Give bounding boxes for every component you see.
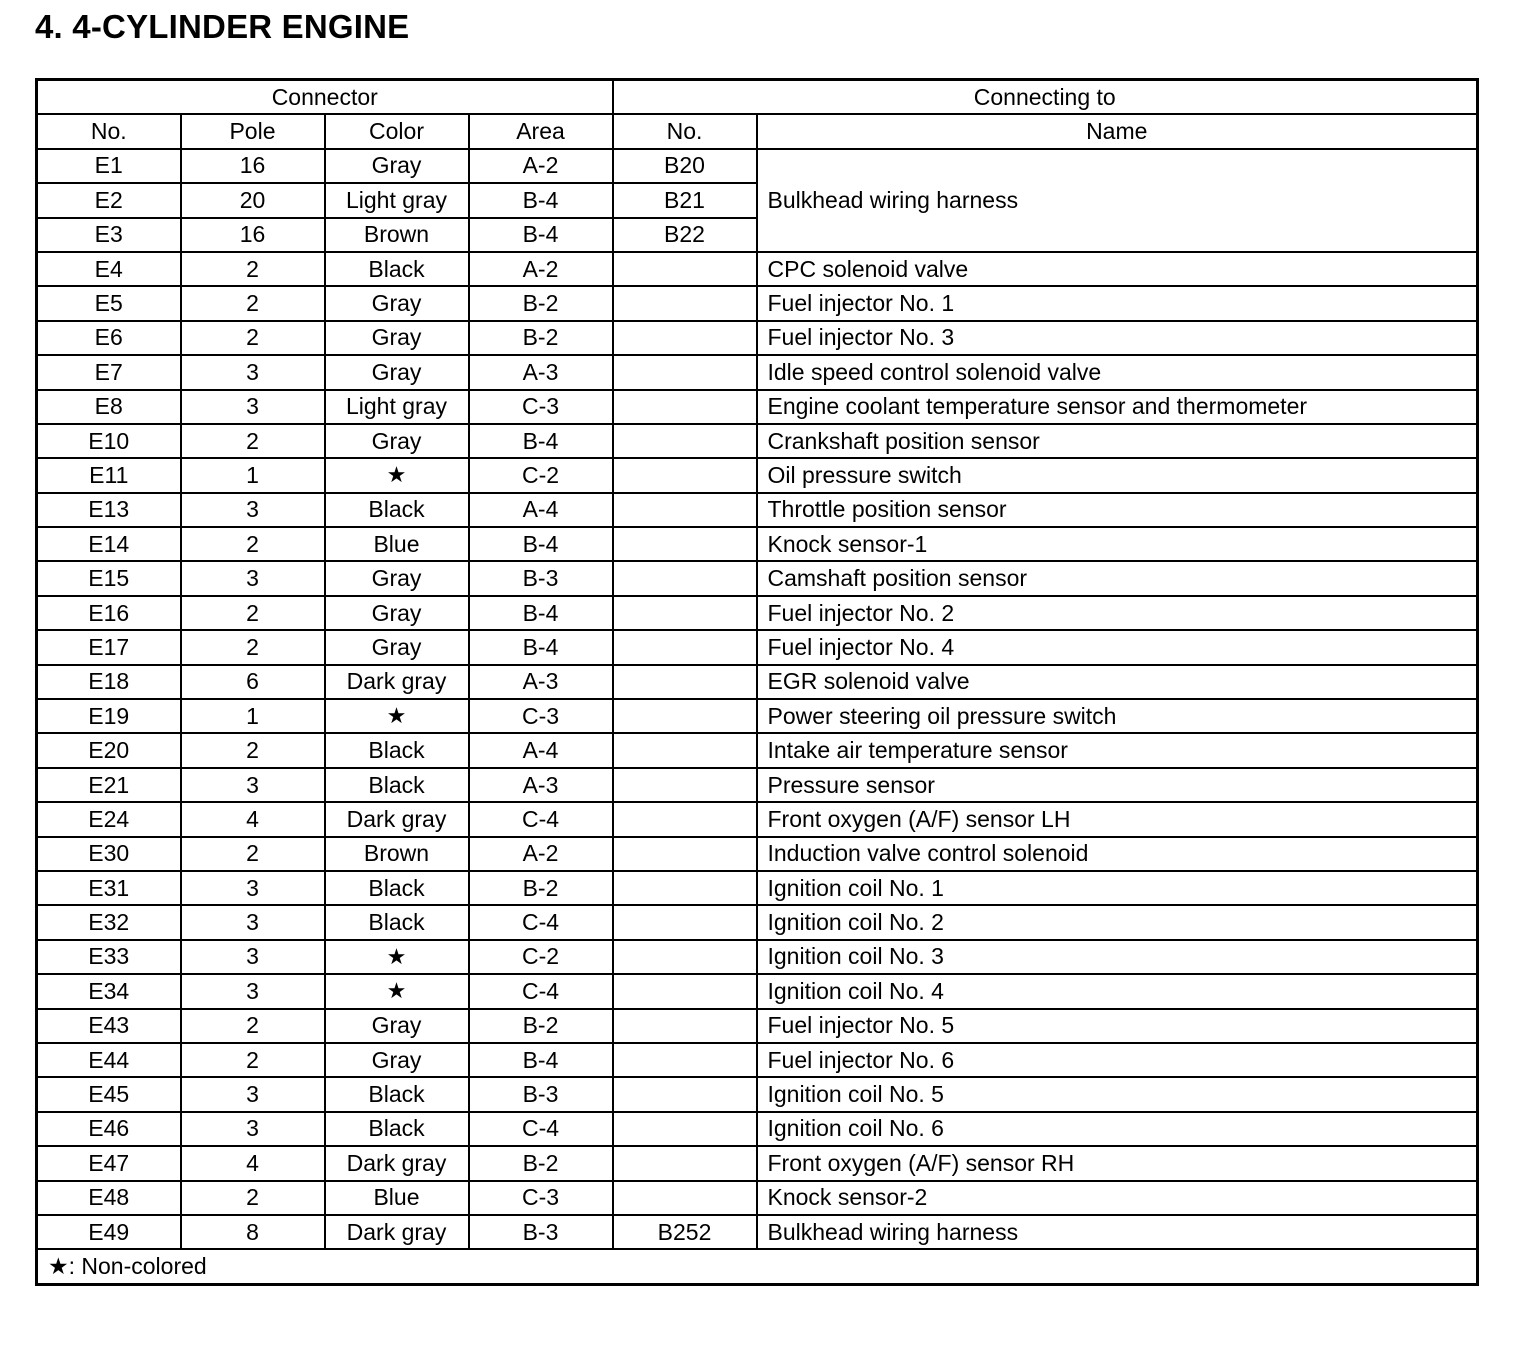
cell-color: ★ [325, 974, 469, 1008]
cell-area: B-2 [469, 321, 613, 355]
cell-color: Gray [325, 424, 469, 458]
cell-to-no [613, 699, 757, 733]
cell-area: B-3 [469, 1077, 613, 1111]
cell-no: E4 [37, 252, 181, 286]
cell-to-no [613, 837, 757, 871]
cell-color: Black [325, 768, 469, 802]
cell-no: E31 [37, 871, 181, 905]
cell-pole: 8 [181, 1215, 325, 1249]
cell-color: Dark gray [325, 1215, 469, 1249]
cell-no: E20 [37, 733, 181, 767]
cell-pole: 2 [181, 733, 325, 767]
cell-area: C-4 [469, 905, 613, 939]
cell-pole: 3 [181, 390, 325, 424]
cell-to-no: B21 [613, 183, 757, 217]
cell-name: Crankshaft position sensor [757, 424, 1478, 458]
cell-pole: 16 [181, 218, 325, 252]
cell-pole: 3 [181, 905, 325, 939]
table-row [37, 596, 1478, 630]
cell-pole: 2 [181, 286, 325, 320]
cell-to-no [613, 527, 757, 561]
cell-name: Power steering oil pressure switch [757, 699, 1478, 733]
cell-pole: 2 [181, 596, 325, 630]
cell-pole: 2 [181, 837, 325, 871]
cell-no: E21 [37, 768, 181, 802]
cell-no: E5 [37, 286, 181, 320]
cell-pole: 2 [181, 321, 325, 355]
cell-no: E11 [37, 458, 181, 492]
cell-pole: 1 [181, 699, 325, 733]
cell-pole: 3 [181, 940, 325, 974]
cell-pole: 3 [181, 1077, 325, 1111]
cell-name: Ignition coil No. 1 [757, 871, 1478, 905]
cell-pole: 3 [181, 493, 325, 527]
cell-no: E43 [37, 1009, 181, 1043]
cell-area: B-2 [469, 286, 613, 320]
cell-no: E45 [37, 1077, 181, 1111]
cell-pole: 2 [181, 1009, 325, 1043]
cell-no: E7 [37, 355, 181, 389]
cell-pole: 3 [181, 871, 325, 905]
cell-no: E33 [37, 940, 181, 974]
cell-area: B-4 [469, 183, 613, 217]
cell-to-no [613, 458, 757, 492]
cell-to-no [613, 630, 757, 664]
table-row [37, 286, 1478, 320]
cell-color: Gray [325, 630, 469, 664]
cell-color: Black [325, 905, 469, 939]
cell-to-no [613, 355, 757, 389]
cell-name: CPC solenoid valve [757, 252, 1478, 286]
cell-to-no [613, 802, 757, 836]
cell-area: B-4 [469, 596, 613, 630]
cell-to-no [613, 390, 757, 424]
table-row [37, 252, 1478, 286]
table-row [37, 527, 1478, 561]
cell-name: Ignition coil No. 5 [757, 1077, 1478, 1111]
column-header-row [37, 114, 1478, 148]
table-row [37, 1112, 1478, 1146]
table-row [37, 974, 1478, 1008]
cell-area: C-2 [469, 458, 613, 492]
cell-color: Gray [325, 1043, 469, 1077]
cell-area: B-4 [469, 630, 613, 664]
table-row [37, 871, 1478, 905]
cell-no: E19 [37, 699, 181, 733]
cell-name: Engine coolant temperature sensor and thermometer [757, 390, 1478, 424]
cell-to-no [613, 561, 757, 595]
cell-to-no [613, 1009, 757, 1043]
cell-area: A-3 [469, 665, 613, 699]
cell-no: E32 [37, 905, 181, 939]
table-row [37, 1077, 1478, 1111]
cell-color: Brown [325, 218, 469, 252]
cell-to-no: B252 [613, 1215, 757, 1249]
cell-name: Fuel injector No. 4 [757, 630, 1478, 664]
table-row [37, 699, 1478, 733]
col-header-area: Area [469, 114, 613, 148]
cell-name: Fuel injector No. 2 [757, 596, 1478, 630]
table-row [37, 665, 1478, 699]
cell-pole: 2 [181, 527, 325, 561]
cell-to-no [613, 1146, 757, 1180]
cell-name: Bulkhead wiring harness [757, 1215, 1478, 1249]
cell-name: Knock sensor-2 [757, 1181, 1478, 1215]
cell-area: B-2 [469, 1146, 613, 1180]
cell-no: E1 [37, 149, 181, 183]
cell-color: Black [325, 252, 469, 286]
cell-no: E46 [37, 1112, 181, 1146]
connecting-to-group-header: Connecting to [613, 80, 1478, 115]
cell-pole: 2 [181, 630, 325, 664]
cell-area: A-3 [469, 355, 613, 389]
cell-to-no [613, 940, 757, 974]
cell-to-no [613, 493, 757, 527]
cell-area: A-4 [469, 493, 613, 527]
cell-color: Blue [325, 527, 469, 561]
cell-no: E47 [37, 1146, 181, 1180]
cell-name: Front oxygen (A/F) sensor LH [757, 802, 1478, 836]
cell-area: C-4 [469, 802, 613, 836]
table-row [37, 768, 1478, 802]
cell-area: B-4 [469, 218, 613, 252]
table-row [37, 1043, 1478, 1077]
connector-table [35, 78, 1479, 1286]
cell-to-no [613, 321, 757, 355]
table-row [37, 1009, 1478, 1043]
cell-area: C-3 [469, 390, 613, 424]
cell-name: Ignition coil No. 4 [757, 974, 1478, 1008]
table-row [37, 458, 1478, 492]
cell-name: Fuel injector No. 5 [757, 1009, 1478, 1043]
table-row [37, 1181, 1478, 1215]
cell-area: B-4 [469, 424, 613, 458]
table-row [37, 1146, 1478, 1180]
cell-pole: 2 [181, 424, 325, 458]
cell-to-no [613, 596, 757, 630]
cell-pole: 2 [181, 252, 325, 286]
cell-area: A-4 [469, 733, 613, 767]
cell-color: Light gray [325, 390, 469, 424]
cell-to-no [613, 733, 757, 767]
table-row [37, 149, 1478, 183]
table-row [37, 905, 1478, 939]
table-row [37, 1215, 1478, 1249]
cell-pole: 1 [181, 458, 325, 492]
col-header-no: No. [37, 114, 181, 148]
cell-pole: 3 [181, 1112, 325, 1146]
col-header-color: Color [325, 114, 469, 148]
cell-name: Oil pressure switch [757, 458, 1478, 492]
cell-color: Light gray [325, 183, 469, 217]
cell-no: E16 [37, 596, 181, 630]
cell-to-no [613, 424, 757, 458]
cell-color: Dark gray [325, 1146, 469, 1180]
cell-pole: 2 [181, 1043, 325, 1077]
table-row [37, 355, 1478, 389]
cell-pole: 3 [181, 768, 325, 802]
cell-color: ★ [325, 458, 469, 492]
cell-no: E10 [37, 424, 181, 458]
col-header-pole: Pole [181, 114, 325, 148]
table-row [37, 321, 1478, 355]
cell-area: C-4 [469, 1112, 613, 1146]
cell-color: Black [325, 493, 469, 527]
cell-area: B-3 [469, 1215, 613, 1249]
cell-pole: 3 [181, 355, 325, 389]
cell-to-no [613, 252, 757, 286]
cell-color: Dark gray [325, 802, 469, 836]
footnote: ★: Non-colored [37, 1249, 1478, 1284]
cell-name: Knock sensor-1 [757, 527, 1478, 561]
cell-name: EGR solenoid valve [757, 665, 1478, 699]
cell-name: Intake air temperature sensor [757, 733, 1478, 767]
cell-area: C-2 [469, 940, 613, 974]
cell-no: E8 [37, 390, 181, 424]
cell-no: E24 [37, 802, 181, 836]
page-title: 4. 4-CYLINDER ENGINE [35, 8, 410, 45]
cell-no: E48 [37, 1181, 181, 1215]
cell-color: Blue [325, 1181, 469, 1215]
cell-area: B-4 [469, 1043, 613, 1077]
cell-no: E6 [37, 321, 181, 355]
cell-color: Gray [325, 149, 469, 183]
cell-color: Gray [325, 1009, 469, 1043]
cell-to-no [613, 665, 757, 699]
cell-area: A-2 [469, 149, 613, 183]
cell-no: E13 [37, 493, 181, 527]
cell-to-no [613, 768, 757, 802]
cell-pole: 3 [181, 561, 325, 595]
cell-to-no [613, 1077, 757, 1111]
cell-color: Gray [325, 561, 469, 595]
cell-area: C-3 [469, 1181, 613, 1215]
cell-area: C-4 [469, 974, 613, 1008]
cell-area: A-2 [469, 837, 613, 871]
cell-to-no [613, 1112, 757, 1146]
cell-color: Gray [325, 321, 469, 355]
cell-no: E30 [37, 837, 181, 871]
cell-pole: 20 [181, 183, 325, 217]
cell-pole: 16 [181, 149, 325, 183]
cell-area: A-2 [469, 252, 613, 286]
cell-color: Black [325, 733, 469, 767]
cell-color: Black [325, 1112, 469, 1146]
cell-name: Idle speed control solenoid valve [757, 355, 1478, 389]
cell-name: Ignition coil No. 3 [757, 940, 1478, 974]
cell-pole: 3 [181, 974, 325, 1008]
cell-name: Ignition coil No. 6 [757, 1112, 1478, 1146]
cell-no: E2 [37, 183, 181, 217]
cell-no: E34 [37, 974, 181, 1008]
cell-name: Fuel injector No. 6 [757, 1043, 1478, 1077]
table-row [37, 561, 1478, 595]
cell-no: E18 [37, 665, 181, 699]
cell-no: E14 [37, 527, 181, 561]
cell-name: Fuel injector No. 1 [757, 286, 1478, 320]
cell-no: E17 [37, 630, 181, 664]
cell-to-no: B20 [613, 149, 757, 183]
cell-name: Fuel injector No. 3 [757, 321, 1478, 355]
cell-color: Black [325, 1077, 469, 1111]
cell-no: E49 [37, 1215, 181, 1249]
cell-to-no [613, 974, 757, 1008]
cell-to-no [613, 871, 757, 905]
cell-area: A-3 [469, 768, 613, 802]
cell-name: Ignition coil No. 2 [757, 905, 1478, 939]
cell-to-no [613, 1181, 757, 1215]
col-header-to-no: No. [613, 114, 757, 148]
cell-no: E44 [37, 1043, 181, 1077]
cell-pole: 4 [181, 802, 325, 836]
table-row [37, 390, 1478, 424]
cell-color: Gray [325, 286, 469, 320]
cell-no: E15 [37, 561, 181, 595]
cell-name: Front oxygen (A/F) sensor RH [757, 1146, 1478, 1180]
cell-name: Bulkhead wiring harness [757, 149, 1478, 252]
table-row [37, 630, 1478, 664]
table-row [37, 493, 1478, 527]
table-row [37, 802, 1478, 836]
cell-color: Gray [325, 355, 469, 389]
connector-group-header: Connector [37, 80, 613, 115]
footnote-row [37, 1249, 1478, 1284]
cell-color: Dark gray [325, 665, 469, 699]
table-row [37, 940, 1478, 974]
cell-area: B-4 [469, 527, 613, 561]
table-row [37, 424, 1478, 458]
cell-pole: 6 [181, 665, 325, 699]
cell-name: Camshaft position sensor [757, 561, 1478, 595]
cell-color: Gray [325, 596, 469, 630]
col-header-name: Name [757, 114, 1478, 148]
cell-area: B-3 [469, 561, 613, 595]
cell-to-no [613, 905, 757, 939]
cell-name: Throttle position sensor [757, 493, 1478, 527]
cell-color: Black [325, 871, 469, 905]
cell-name: Induction valve control solenoid [757, 837, 1478, 871]
cell-no: E3 [37, 218, 181, 252]
cell-pole: 4 [181, 1146, 325, 1180]
cell-to-no: B22 [613, 218, 757, 252]
cell-color: ★ [325, 940, 469, 974]
table-row [37, 733, 1478, 767]
cell-pole: 2 [181, 1181, 325, 1215]
cell-name: Pressure sensor [757, 768, 1478, 802]
group-header-row [37, 80, 1478, 115]
cell-to-no [613, 286, 757, 320]
cell-area: B-2 [469, 1009, 613, 1043]
cell-area: C-3 [469, 699, 613, 733]
cell-color: Brown [325, 837, 469, 871]
cell-area: B-2 [469, 871, 613, 905]
cell-color: ★ [325, 699, 469, 733]
cell-to-no [613, 1043, 757, 1077]
table-row [37, 837, 1478, 871]
